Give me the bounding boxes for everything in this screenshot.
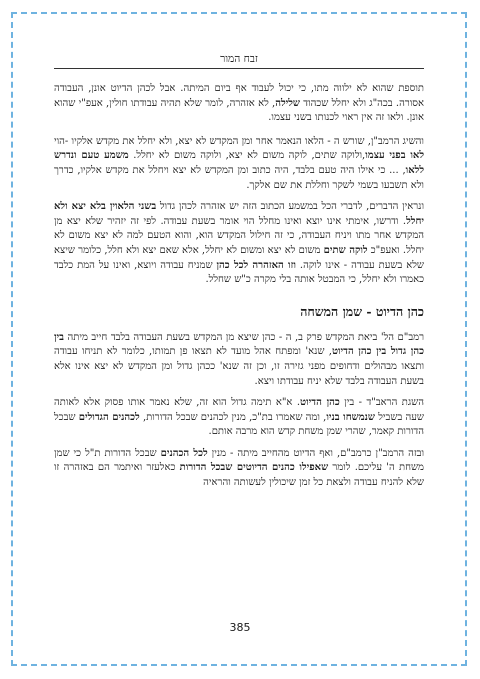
- page-body: [54, 82, 424, 498]
- section-title: כהן הדיוט - שמן המשחה: [300, 303, 424, 319]
- header-divider: [54, 68, 424, 69]
- bold-phrase: לכל הכהנים: [160, 447, 208, 459]
- paragraph: [54, 135, 424, 193]
- text-run: רמב"ם הל' ביאת המקדש פרק ב, ה - כהן שיצא מן המקדש בשעת העבודה בלבד חייב מיתה: [64, 331, 424, 343]
- text-run: השגת הראב"ד - בין: [339, 397, 425, 409]
- text-run: שבכל הדורות קאמר, שהרי שמן משחת קדש הוא מרבה אותם.: [54, 411, 424, 438]
- paragraph: [54, 331, 424, 389]
- intro-paragraphs: [54, 82, 424, 288]
- bold-phrase: לכהנים הגדולים: [78, 411, 140, 423]
- running-header: זבח המור: [220, 53, 258, 65]
- bold-phrase: משמע טעם ונדרש ללאו: [54, 150, 424, 176]
- bold-phrase: לאו בפני עצמו: [365, 150, 424, 162]
- paragraph: [54, 447, 424, 491]
- bold-phrase: לוקה שתים: [323, 244, 368, 256]
- text-run: . א"א תימה גדול הוא זה, שלא נאמר אותו פסוק אלא לאותה שעה בשביל: [54, 397, 425, 423]
- bold-phrase: בין כהן גדול בין כהן הדיוט: [54, 331, 424, 358]
- text-run: . ודרשו, אימתי אינו יוצא ואינו מחלל הוי אומר בשעת עבודה. לפי זה יזהיר שלא יצא מן המקדש אחר מתו ויניח העבודה, כי זה חילול המקדש הוא, והוא הטעם למה לא יצא משום לא יחלל. ואעפ"כ: [54, 215, 424, 256]
- text-run: שמניח עבודה ויוצא, ואינו על המת כלבד כאמרו ולא יחלל, כי המבטל אותה בלי מקרה כ"ש שחלל.: [54, 259, 424, 286]
- text-run: שבכל הדורות ת"ל כי שמן משחת ה' עליכם. לומר: [54, 447, 424, 474]
- text-run: , ... כי אילו היה טעם בלבד, היה כתוב ומן המקדש לא יצא ויחלל את מקדש אלקיו, כדרך ולא תשבעו בשמי לשקר וחללת את שם אלקך.: [54, 164, 424, 191]
- text-run: ונראין הדברים, לדברי הכל במשמע הכתוב הזה יש אזהרה לכהן גדול: [156, 201, 424, 213]
- text-run: תוספת שהוא לא ילווה מתו, כי יכול לעבוד אף ביום המיתה. אבל לכהן הדיוט אונן, העבודה אסורה. בכה"ג ולא יחלל שכהוד: [54, 83, 424, 109]
- text-run: והשיג הרמב"ן, שורש ה - הלאו הנאמר אחר ומן המקדש לא יצא, ולא יחלל את מקדש אלקיו -הוי: [54, 135, 424, 147]
- paragraph: [54, 82, 424, 126]
- bold-phrase: בשני הלאוין בלא יצא ולא יחלל: [54, 201, 424, 227]
- text-run: ובזה הרמב"ן כרמב"ם, ואף הדיוט מהחייב מיתה - מנין: [207, 447, 424, 459]
- text-run: כאלעזר ואיתמר הם באזהרה זו שלא להניח עבודה ולצאת כל זמן שיכולין לעשותה והראיה: [54, 462, 424, 489]
- bold-phrase: שנמשחו בניו: [326, 411, 375, 423]
- text-run: משום לא יצא ומשום לא יחלל, אלא שאם יצא ולא חלל, כלומר שיצא שלא בשעת עבודה - אינו לוקה.: [54, 244, 424, 271]
- bold-phrase: כהן הדיוט: [300, 397, 340, 409]
- page-number: 385: [229, 621, 251, 634]
- text-run: ,ולוקה שתים, לוקה משום לא יצא, ולוקה משום לא יחלל.: [128, 150, 366, 162]
- bold-phrase: וזו האזהרה לכל כהן: [216, 259, 296, 271]
- text-run: , שנא' ומפתח אהל מועד לא תצאו פן תמותו, כלומר לא תניחו עבודה ותצאו מבהולים ודחופים מפני גזירה זו, וכן זה שנא' ככהן גדול ומן המקדש לא יצא אינו אלא בשעת העבודה בלבד שלא יניח עבודתו ויצא.: [54, 346, 424, 387]
- bold-phrase: שאפילו כהנים הדיוטים שבכל הדורות: [179, 462, 329, 474]
- paragraph: [54, 200, 424, 288]
- paragraph: [54, 396, 424, 440]
- text-run: , לא אזהרה, לומר שלא תהיה עבודתו חולין, אעפ"י שהוא אונן. ולאו זה אין ראוי לכנותו בשני עצמו.: [54, 97, 424, 124]
- section-paragraphs: [54, 331, 424, 491]
- bold-phrase: שלילה: [275, 97, 300, 109]
- text-run: , ומה שאמרו בת"כ, מנין לכהנים שבכל הדורות,: [139, 411, 327, 423]
